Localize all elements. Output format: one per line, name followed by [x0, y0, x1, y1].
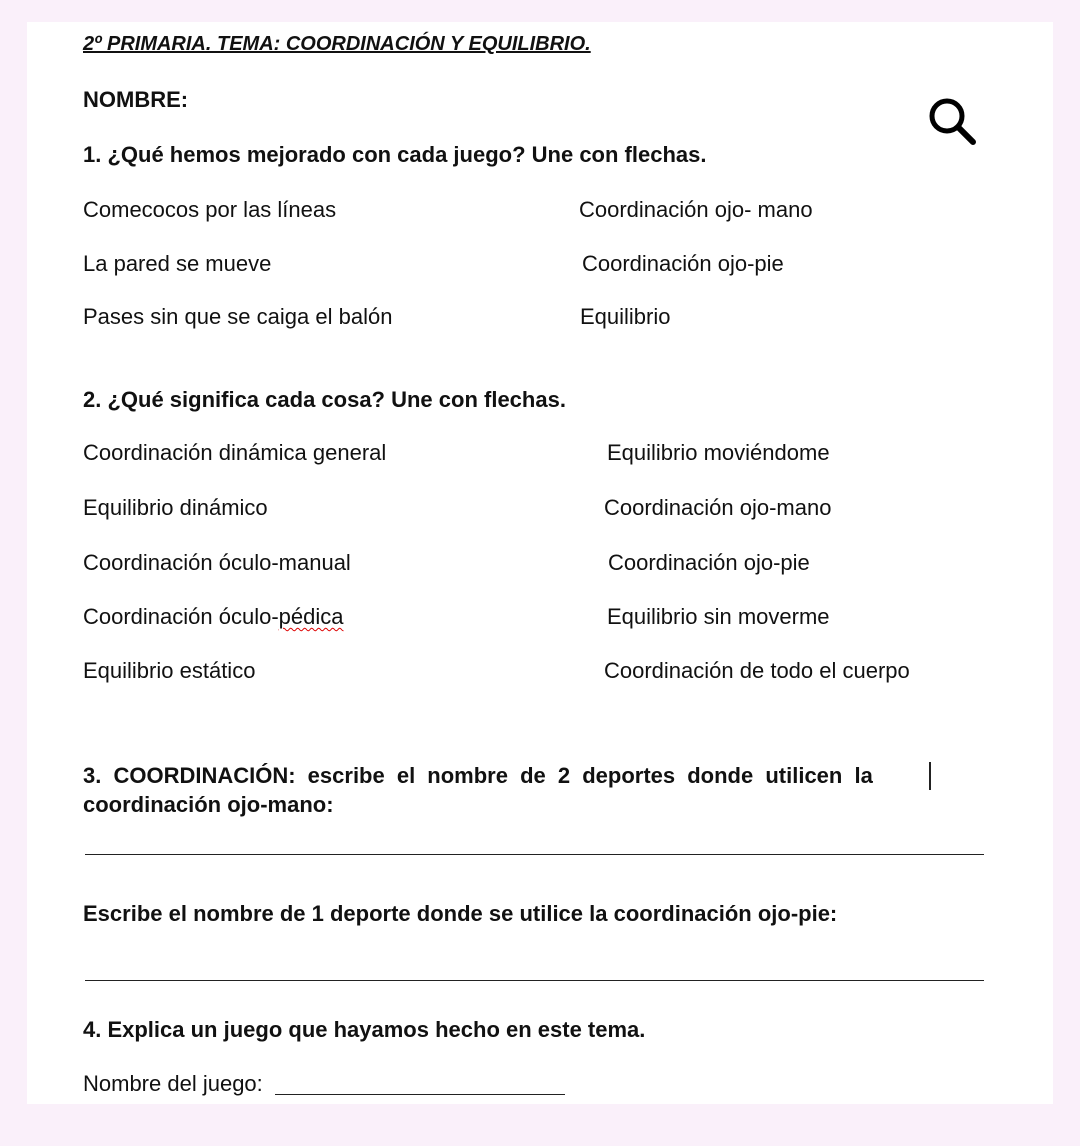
- q2-right-item: Equilibrio moviéndome: [607, 440, 830, 465]
- q1-right-item: Coordinación ojo- mano: [579, 197, 813, 222]
- text-cursor: [929, 762, 931, 790]
- search-icon: [925, 94, 981, 150]
- q1-left-item: Pases sin que se caiga el balón: [83, 304, 393, 329]
- answer-line[interactable]: [85, 980, 984, 981]
- q2-right-item: Equilibrio sin moverme: [607, 604, 830, 629]
- game-name-label: Nombre del juego:: [83, 1071, 263, 1096]
- q2-right-item: Coordinación ojo-mano: [604, 495, 832, 520]
- game-name-line[interactable]: [275, 1094, 565, 1095]
- q2-left-item: Coordinación óculo-manual: [83, 550, 351, 575]
- q2-left-item: Equilibrio estático: [83, 658, 256, 683]
- search-button[interactable]: [925, 94, 981, 150]
- worksheet-title: 2º PRIMARIA. TEMA: COORDINACIÓN Y EQUILIBRIO.: [83, 33, 591, 55]
- q4-heading: 4. Explica un juego que hayamos hecho en este tema.: [83, 1017, 646, 1042]
- q2-right-item: Coordinación ojo-pie: [608, 550, 810, 575]
- q1-heading: 1. ¿Qué hemos mejorado con cada juego? Une con flechas.: [83, 142, 707, 167]
- q2-left-item: Equilibrio dinámico: [83, 495, 268, 520]
- q1-left-item: Comecocos por las líneas: [83, 197, 337, 222]
- q2-right-item: Coordinación de todo el cuerpo: [604, 658, 910, 683]
- q1-right-item: Equilibrio: [580, 304, 671, 329]
- q2-heading: 2. ¿Qué significa cada cosa? Une con flechas.: [83, 387, 566, 412]
- q3-subheading: Escribe el nombre de 1 deporte donde se utilice la coordinación ojo-pie:: [83, 901, 838, 926]
- name-label: NOMBRE:: [83, 87, 189, 112]
- q3-heading-line2: coordinación ojo-mano:: [83, 792, 334, 817]
- q2-left-item: Coordinación óculo-pédica: [83, 604, 344, 629]
- q2-left-item: Coordinación dinámica general: [83, 440, 387, 465]
- q1-right-item: Coordinación ojo-pie: [582, 251, 784, 276]
- answer-line[interactable]: [85, 854, 984, 855]
- q3-heading-line1: 3. COORDINACIÓN: escribe el nombre de 2 deportes donde utilicen la: [83, 763, 873, 788]
- document-page: [27, 22, 1053, 1104]
- q1-left-item: La pared se mueve: [83, 251, 272, 276]
- spellcheck-word: pédica: [278, 604, 344, 629]
